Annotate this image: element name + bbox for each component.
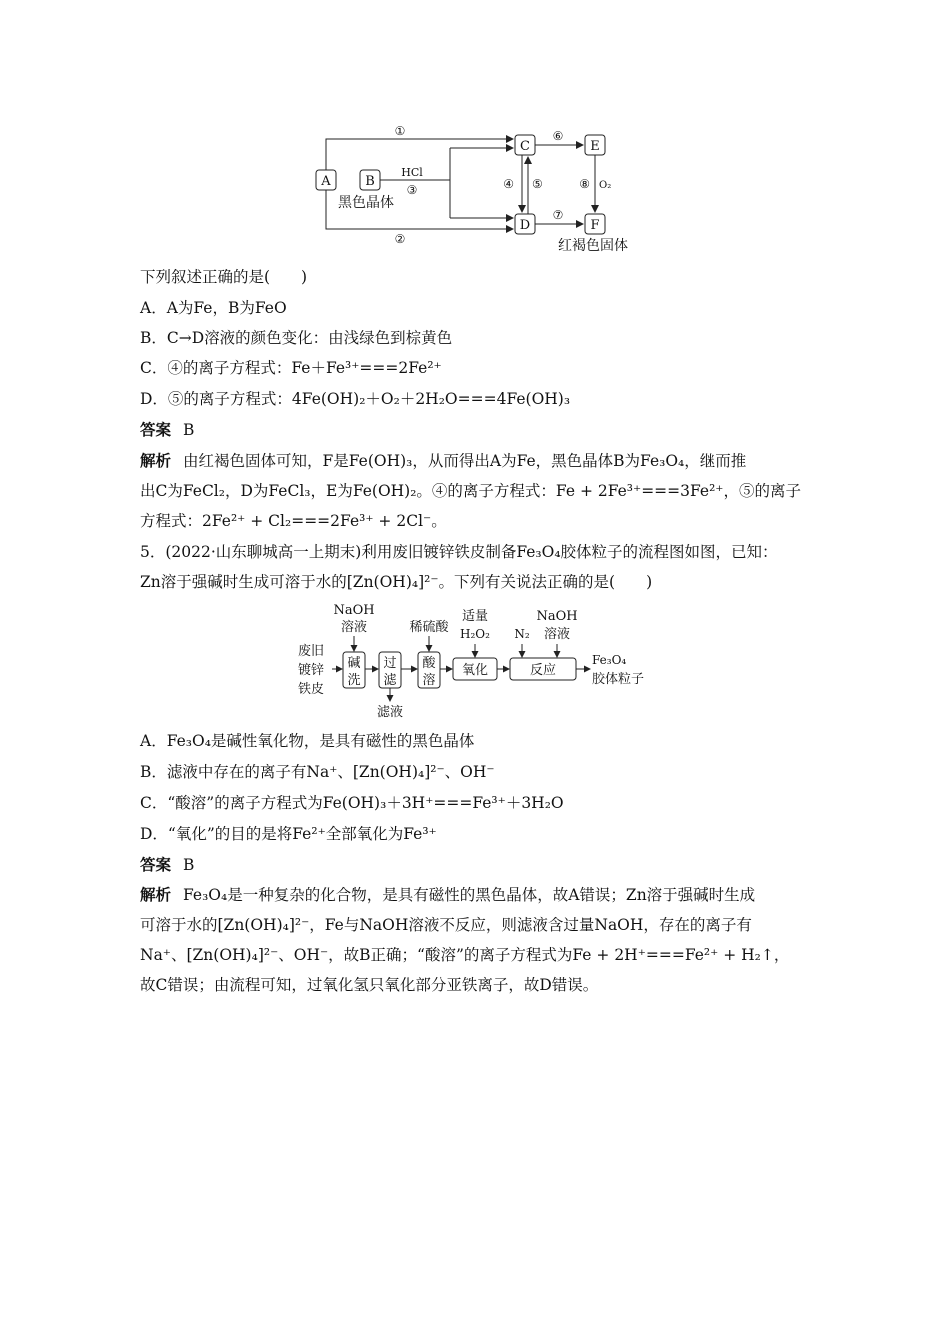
answer-label: 答案 (140, 855, 172, 874)
q5-stem-line-1: 5．(2022·山东聊城高一上期末)利用废旧镀锌铁皮制备Fe₃O₄胶体粒子的流程图如图，已知： (140, 543, 778, 561)
q5-analysis-line-3: Na⁺、[Zn(OH)₄]²⁻、OH⁻，故B正确；“酸溶”的离子方程式为Fe + 2H⁺===Fe²⁺ + H₂↑， (140, 946, 790, 964)
label-b: B (365, 174, 375, 189)
naoh2-label-1: NaOH (536, 609, 578, 624)
q5-analysis-line-4: 故C错误；由流程可知，过氧化氢只氧化部分亚铁离子，故D错误。 (140, 976, 599, 994)
oxidize-label: 氧化 (461, 663, 489, 678)
label-a: A (321, 174, 331, 189)
red-brown-solid-label: 红褐色固体 (558, 238, 628, 254)
q5-stem-line-2: Zn溶于强碱时生成可溶于水的[Zn(OH)₄]²⁻。下列有关说法正确的是( ) (140, 573, 653, 591)
feed-label-1: 废旧 (298, 644, 325, 659)
n2-label: N₂ (514, 627, 530, 641)
q5-option-c: C．“酸溶”的离子方程式为Fe(OH)₃＋3H⁺===Fe³⁺＋3H₂O (140, 794, 564, 812)
step-7-label: ⑦ (552, 208, 564, 222)
acid-dissolve-label-1: 酸 (422, 656, 436, 671)
step-6-label: ⑥ (552, 129, 564, 143)
feed-label-2: 镀锌 (298, 663, 325, 678)
analysis-label: 解析 (140, 451, 172, 470)
alkali-wash-label-1: 碱 (347, 656, 361, 671)
label-c: C (520, 139, 530, 154)
label-e: E (590, 139, 600, 154)
label-d: D (519, 218, 531, 233)
q4-analysis-line-3: 方程式：2Fe²⁺ + Cl₂===2Fe³⁺ + 2Cl⁻。 (140, 512, 447, 530)
q5-answer (140, 855, 820, 875)
q4-option-a: A．A为Fe，B为FeO (140, 299, 287, 317)
product-label-1: Fe₃O₄ (592, 653, 627, 667)
dilute-acid-label: 稀硫酸 (409, 620, 449, 635)
black-crystal-label: 黑色晶体 (338, 195, 394, 211)
label-f: F (590, 218, 600, 233)
step-3-label: ③ (406, 183, 418, 197)
react-label: 反应 (529, 663, 557, 678)
process-flow-diagram (292, 600, 672, 726)
filter-label-2: 滤 (383, 673, 397, 688)
q4-analysis-line-1 (140, 451, 820, 471)
filtrate-label: 滤液 (376, 705, 404, 720)
step-4-label: ④ (503, 177, 514, 191)
step-5-label: ⑤ (532, 177, 543, 191)
q5-option-d: D．“氧化”的目的是将Fe²⁺全部氧化为Fe³⁺ (140, 825, 437, 843)
feed-label-3: 铁皮 (298, 682, 325, 697)
filter-label-1: 过 (383, 656, 397, 671)
step-8-label: ⑧ (579, 177, 590, 191)
step-2-label: ② (394, 232, 406, 246)
q4-stem: 下列叙述正确的是( ) (140, 268, 308, 286)
answer-label: 答案 (140, 420, 172, 439)
q4-analysis-line-2: 出C为FeCl₂，D为FeCl₃，E为Fe(OH)₂。④的离子方程式：Fe + 2Fe³⁺===3Fe²⁺，⑤的离子 (140, 482, 801, 500)
hcl-label: HCl (401, 166, 423, 179)
naoh-label-2: 溶液 (340, 620, 368, 635)
q5-analysis-line-1 (140, 885, 820, 905)
answer-value: B (183, 856, 195, 874)
product-label-2: 胶体粒子 (592, 672, 645, 687)
q5-analysis-line-2: 可溶于水的[Zn(OH)₄]²⁻，Fe与NaOH溶液不反应，则滤液含过量NaOH，存在的离子有 (140, 916, 752, 934)
q4-option-b: B．C→D溶液的颜色变化：由浅绿色到棕黄色 (140, 329, 453, 347)
h2o2-label-2: H₂O₂ (460, 627, 490, 641)
analysis-text: Fe₃O₄是一种复杂的化合物，是具有磁性的黑色晶体，故A错误；Zn溶于强碱时生成 (183, 886, 756, 904)
naoh-label-1: NaOH (333, 603, 375, 618)
h2o2-label-1: 适量 (461, 609, 489, 624)
step-1-label: ① (394, 124, 406, 138)
analysis-text: 由红褐色固体可知，F是Fe(OH)₃，从而得出A为Fe，黑色晶体B为Fe₃O₄，继而推 (183, 452, 747, 470)
q4-option-d: D．⑤的离子方程式：4Fe(OH)₂＋O₂＋2H₂O===4Fe(OH)₃ (140, 390, 571, 408)
naoh2-label-2: 溶液 (543, 627, 571, 642)
o2-label: O₂ (599, 180, 612, 191)
q4-option-c: C．④的离子方程式：Fe＋Fe³⁺===2Fe²⁺ (140, 359, 442, 377)
q4-answer (140, 420, 820, 440)
alkali-wash-label-2: 洗 (347, 673, 361, 688)
answer-value: B (183, 421, 195, 439)
q5-option-b: B．滤液中存在的离子有Na⁺、[Zn(OH)₄]²⁻、OH⁻ (140, 763, 495, 781)
iron-conversion-diagram (300, 118, 660, 258)
acid-dissolve-label-2: 溶 (422, 673, 436, 688)
analysis-label: 解析 (140, 885, 172, 904)
q5-option-a: A．Fe₃O₄是碱性氧化物，是具有磁性的黑色晶体 (140, 732, 475, 750)
